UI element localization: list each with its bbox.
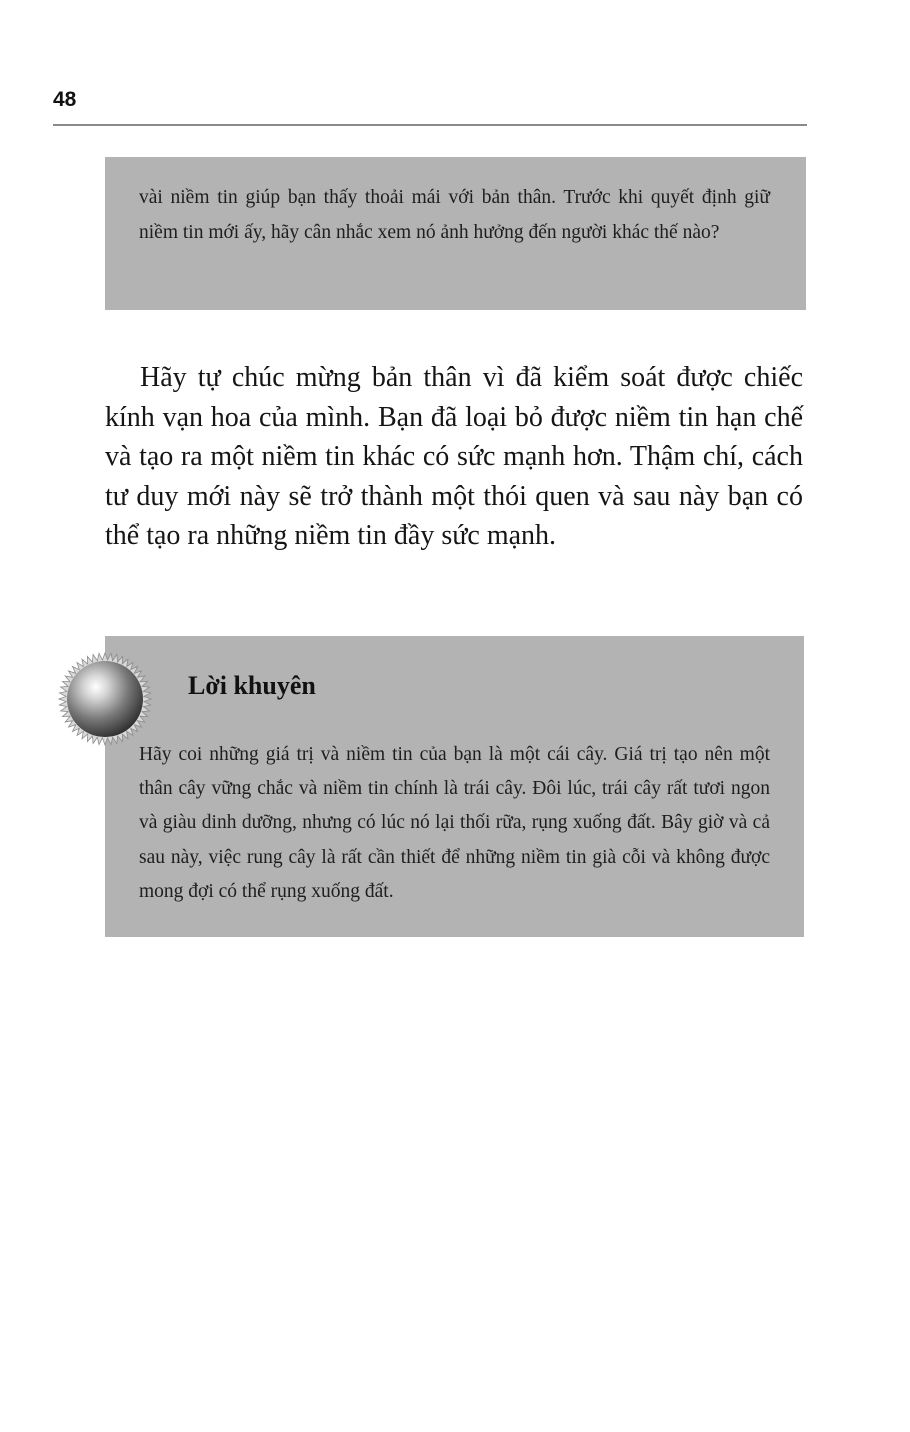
tip-title: Lời khuyên	[188, 671, 316, 700]
starburst-sphere-icon	[58, 652, 152, 746]
tip-text: Hãy coi những giá trị và niềm tin của bạn là một cái cây. Giá trị tạo nên một thân cây vững chắc và niềm tin chính là trái cây. Đôi lúc, trái cây rất tươi ngon và giàu dinh dưỡng, nhưng có lúc nó lại thối rữa, rụng xuống đất. Bây giờ và cả sau này, việc rung cây là rất cần thiết để những niềm tin già cỗi và không được mong đợi có thể rụng xuống đất.	[139, 744, 770, 902]
body-paragraph: Hãy tự chúc mừng bản thân vì đã kiểm soát được chiếc kính vạn hoa của mình. Bạn đã loại bỏ được niềm tin hạn chế và tạo ra một niềm tin khác có sức mạnh hơn. Thậm chí, cách tư duy mới này sẽ trở thành một thói quen và sau này bạn có thể tạo ra những niềm tin đầy sức mạnh.	[105, 362, 803, 551]
header-rule	[53, 124, 807, 126]
continued-note-text: vài niềm tin giúp bạn thấy thoải mái với bản thân. Trước khi quyết định giữ niềm tin mới ấy, hãy cân nhắc xem nó ảnh hưởng đến người khác thế nào?	[139, 187, 770, 243]
page-number: 48	[53, 88, 77, 111]
continued-note-box	[105, 157, 806, 310]
tip-box	[105, 636, 804, 937]
